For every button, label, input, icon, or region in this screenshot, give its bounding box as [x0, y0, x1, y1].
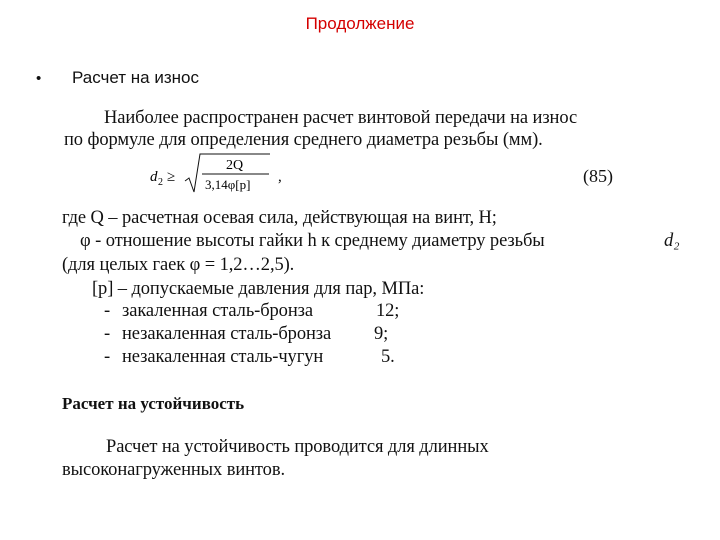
definition-p: [p] – допускаемые давления для пар, МПа:: [92, 279, 425, 299]
list-dash: -: [104, 347, 111, 367]
definition-q: где Q – расчетная осевая сила, действующая на винт, Н;: [62, 208, 497, 228]
page-title: Продолжение: [305, 14, 415, 33]
formula-lhs: d: [150, 169, 158, 185]
definition-d2: d₂: [664, 231, 680, 251]
formula-comma: ,: [278, 169, 282, 185]
wear-formula: [148, 150, 298, 196]
list-item-label: незакаленная сталь-чугун: [122, 347, 324, 367]
paragraph-line-1: Наиболее распространен расчет винтовой передачи на износ: [104, 108, 578, 128]
list-item-value: 9;: [374, 324, 389, 344]
formula-relation: ≥: [167, 169, 176, 185]
section-heading-stability: Расчет на устойчивость: [62, 394, 245, 413]
stability-line-1: Расчет на устойчивость проводится для длинных: [106, 437, 489, 457]
equation-number: (85): [583, 166, 613, 186]
stability-line-2: высоконагруженных винтов.: [62, 460, 285, 480]
paragraph-line-2: по формуле для определения среднего диаметра резьбы (мм).: [64, 130, 543, 150]
definition-phi-range: (для целых гаек φ = 1,2…2,5).: [62, 255, 295, 275]
list-item-value: 12;: [376, 301, 400, 321]
list-item-label: незакаленная сталь-бронза: [122, 324, 332, 344]
list-dash: -: [104, 301, 111, 321]
formula-lhs-subscript: 2: [158, 177, 163, 188]
definition-phi: φ - отношение высоты гайки h к среднему диаметру резьбы: [80, 231, 545, 251]
list-dash: -: [104, 324, 111, 344]
list-item-value: 5.: [381, 347, 395, 367]
section-heading-wear: Расчет на износ: [72, 68, 199, 87]
formula-denominator: 3,14φ[p]: [205, 177, 251, 192]
bullet-icon: •: [36, 70, 42, 87]
list-item-label: закаленная сталь-бронза: [122, 301, 313, 321]
formula-numerator: 2Q: [226, 158, 244, 173]
